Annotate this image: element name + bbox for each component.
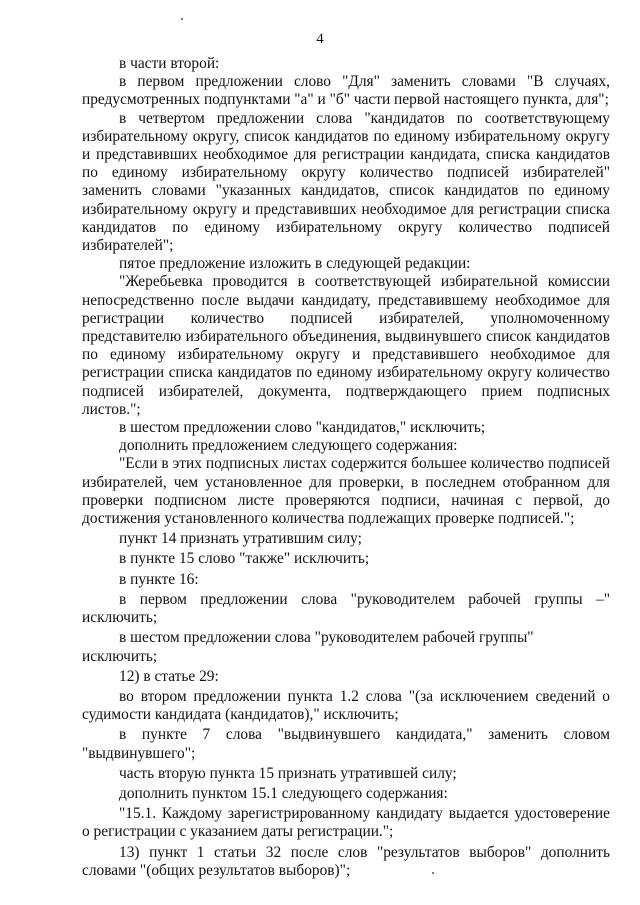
paragraph: в пункте 15 слово "также" исключить; [119,550,370,568]
paragraph: в первом предложении слова "руководителем рабочей группы –" исключить; [82,590,610,627]
paragraph: в шестом предложении слово "кандидатов," исключить; [119,419,486,437]
paragraph: "15.1. Каждому зарегистрированному кандидату выдается удостоверение о регистрации с указанием даты регистрации."; [82,805,610,841]
scan-speck [181,18,183,20]
paragraph: в пункте 7 слова "выдвинувшего кандидата," заменить словом "выдвинувшего"; [82,726,610,762]
paragraph: в шестом предложении слова "руководителем рабочей группы" исключить; [82,629,534,665]
paragraph: в части второй: [119,55,220,72]
paragraph: "Жеребьевка проводится в соответствующей избирательной комиссии непосредственно после выдачи кандидату, представившему необходимое для регистрации количество подписей избирателей, уполномоченному представителю избирательного объединения, выдвинувшего список кандидатов по единому избирательному округу и представившего необходимое для регистрации списка кандидатов по единому избирательному округу количество подписей избирателей, документа, подтверждающего прием подписных листов."; [82,273,610,418]
paragraph: в первом предложении слово "Для" заменить словами "В случаях, предусмотренных подпунктами "а" и "б" части первой настоящего пункта, для"; [82,73,610,109]
paragraph: 12) в статье 29: [119,667,219,685]
paragraph: дополнить предложением следующего содержания: [119,437,458,455]
paragraph: во втором предложении пункта 1.2 слова "(за исключением сведений о судимости кандидата (кандидатов)," исключить; [82,687,610,724]
paragraph: дополнить пунктом 15.1 следующего содержания: [119,784,448,802]
paragraph: пятое предложение изложить в следующей редакции: [119,255,471,273]
paragraph: пункт 14 признать утратившим силу; [119,530,362,548]
paragraph: в пункте 16: [119,570,199,588]
paragraph: 13) пункт 1 статьи 32 после слов "результатов выборов" дополнить словами "(общих результатов выборов)"; [82,843,610,879]
document-body [82,55,610,880]
paragraph: "Если в этих подписных листах содержится большее количество подписей избирателей, чем установленное для проверки, в последнем отобранном для проверки подписном листе проверяются подписи, начиная с первой, до достижения установленного количества подлежащих проверке подписей."; [82,455,610,528]
scan-speck [432,872,434,874]
paragraph: в четвертом предложении слова "кандидатов по соответствующему избирательному округу, список кандидатов по единому избирательному округу и представивших необходимое для регистрации кандидата, списка кандидатов по единому избирательному округу количество подписей избирателей" заменить словами "указанных кандидатов, список кандидатов по единому избирательному округу и представивших необходимое для регистрации списка кандидатов по единому избирательному округу количество подписей избирателей"; [82,109,610,255]
paragraph: часть вторую пункта 15 признать утратившей силу; [119,764,457,782]
page-number: 4 [316,31,324,47]
